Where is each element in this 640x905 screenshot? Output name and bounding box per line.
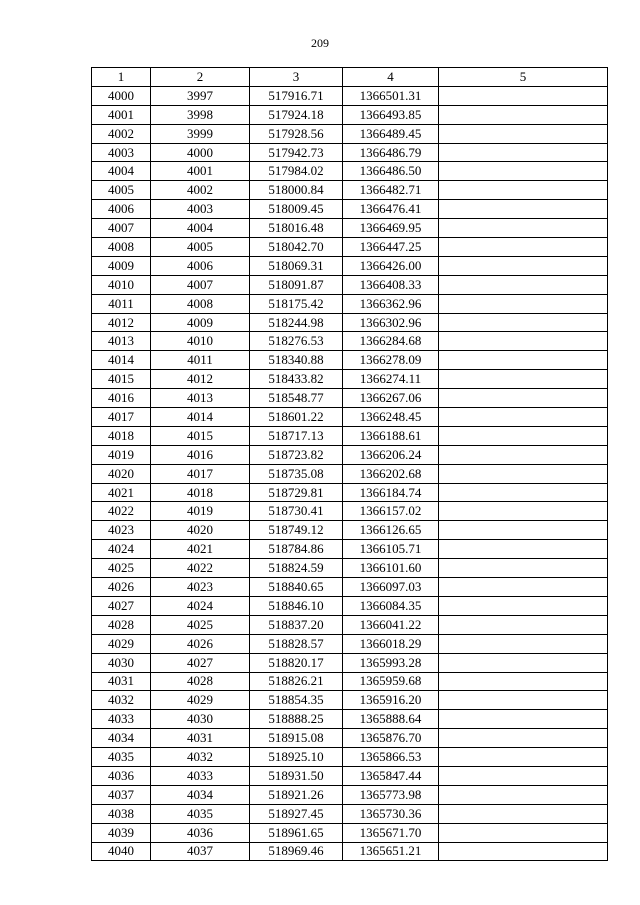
- table-row: [92, 691, 608, 710]
- table-row: [92, 238, 608, 257]
- table-cell: 518824.59: [250, 559, 343, 578]
- table-row: [92, 370, 608, 389]
- table-cell: 1366408.33: [343, 275, 439, 294]
- table-cell: 1366101.60: [343, 559, 439, 578]
- table-row: [92, 256, 608, 275]
- table-cell: [439, 578, 608, 597]
- table-cell: 518820.17: [250, 653, 343, 672]
- table-cell: 518000.84: [250, 181, 343, 200]
- table-cell: 4001: [151, 162, 250, 181]
- table-cell: 518915.08: [250, 729, 343, 748]
- table-cell: 1366501.31: [343, 86, 439, 105]
- table-row: [92, 578, 608, 597]
- table-cell: 1365866.53: [343, 748, 439, 767]
- table-cell: [439, 86, 608, 105]
- table-cell: [439, 634, 608, 653]
- table-cell: 518969.46: [250, 842, 343, 861]
- table-cell: [439, 672, 608, 691]
- table-cell: 518717.13: [250, 426, 343, 445]
- table-row: [92, 162, 608, 181]
- table-cell: 3997: [151, 86, 250, 105]
- table-cell: [439, 238, 608, 257]
- table-row: [92, 672, 608, 691]
- table-cell: 1366084.35: [343, 596, 439, 615]
- table-row: [92, 275, 608, 294]
- table-cell: 518244.98: [250, 313, 343, 332]
- table-cell: 518091.87: [250, 275, 343, 294]
- table-cell: 4034: [92, 729, 151, 748]
- table-cell: [439, 351, 608, 370]
- table-cell: 517928.56: [250, 124, 343, 143]
- table-cell: 3999: [151, 124, 250, 143]
- table-cell: 4000: [151, 143, 250, 162]
- table-cell: 1366267.06: [343, 389, 439, 408]
- table-cell: 4036: [92, 766, 151, 785]
- table-cell: 1365916.20: [343, 691, 439, 710]
- table-row: [92, 785, 608, 804]
- table-cell: 518433.82: [250, 370, 343, 389]
- table-cell: 4002: [92, 124, 151, 143]
- table-cell: 4021: [92, 483, 151, 502]
- table-cell: 4018: [151, 483, 250, 502]
- table-cell: 4010: [92, 275, 151, 294]
- table-row: [92, 596, 608, 615]
- table-row: [92, 351, 608, 370]
- table-cell: 4037: [92, 785, 151, 804]
- table-row: [92, 615, 608, 634]
- table-cell: 518069.31: [250, 256, 343, 275]
- table-cell: 518828.57: [250, 634, 343, 653]
- table-cell: [439, 691, 608, 710]
- table-cell: 1366486.50: [343, 162, 439, 181]
- table-cell: 1366302.96: [343, 313, 439, 332]
- table-header-row: [92, 68, 608, 87]
- table-cell: 4040: [92, 842, 151, 861]
- table-cell: 1366486.79: [343, 143, 439, 162]
- table-cell: [439, 804, 608, 823]
- table-cell: 4038: [92, 804, 151, 823]
- table-row: [92, 559, 608, 578]
- column-header: 4: [343, 68, 439, 87]
- table-cell: 1366447.25: [343, 238, 439, 257]
- table-cell: 4017: [151, 464, 250, 483]
- table-cell: 4007: [151, 275, 250, 294]
- table-cell: 4030: [151, 710, 250, 729]
- table-cell: 4028: [92, 615, 151, 634]
- table-row: [92, 521, 608, 540]
- table-cell: 1366278.09: [343, 351, 439, 370]
- table-cell: 4020: [151, 521, 250, 540]
- coordinates-table: [91, 67, 608, 861]
- table-row: [92, 445, 608, 464]
- table-cell: [439, 275, 608, 294]
- table-cell: 4000: [92, 86, 151, 105]
- table-cell: [439, 408, 608, 427]
- table-cell: 4031: [92, 672, 151, 691]
- table-cell: 1365876.70: [343, 729, 439, 748]
- table-cell: 4011: [151, 351, 250, 370]
- table-cell: 1365671.70: [343, 823, 439, 842]
- table-cell: 4025: [92, 559, 151, 578]
- table-row: [92, 710, 608, 729]
- table-cell: 1366041.22: [343, 615, 439, 634]
- table-cell: 4039: [92, 823, 151, 842]
- table-cell: 518921.26: [250, 785, 343, 804]
- table-cell: 1365993.28: [343, 653, 439, 672]
- table-cell: [439, 181, 608, 200]
- table-row: [92, 143, 608, 162]
- table-cell: 4032: [92, 691, 151, 710]
- table-row: [92, 804, 608, 823]
- table-row: [92, 105, 608, 124]
- table-cell: 4027: [92, 596, 151, 615]
- table-cell: 4034: [151, 785, 250, 804]
- table-cell: 4011: [92, 294, 151, 313]
- table-cell: [439, 540, 608, 559]
- table-cell: 517984.02: [250, 162, 343, 181]
- table-cell: 517924.18: [250, 105, 343, 124]
- table-cell: [439, 162, 608, 181]
- table-cell: 4012: [151, 370, 250, 389]
- table-cell: 4030: [92, 653, 151, 672]
- table-cell: 4036: [151, 823, 250, 842]
- table-row: [92, 483, 608, 502]
- table-row: [92, 86, 608, 105]
- table-row: [92, 540, 608, 559]
- table-cell: 518961.65: [250, 823, 343, 842]
- table-body: [92, 86, 608, 861]
- table-cell: [439, 596, 608, 615]
- table-cell: 4024: [92, 540, 151, 559]
- table-cell: 4023: [92, 521, 151, 540]
- table-cell: 1365651.21: [343, 842, 439, 861]
- table-cell: 4006: [92, 200, 151, 219]
- table-cell: 1366188.61: [343, 426, 439, 445]
- table-cell: 4022: [92, 502, 151, 521]
- table-cell: 4021: [151, 540, 250, 559]
- table-cell: [439, 785, 608, 804]
- table-row: [92, 748, 608, 767]
- table-cell: 4029: [151, 691, 250, 710]
- table-row: [92, 332, 608, 351]
- table-row: [92, 464, 608, 483]
- table-cell: 4016: [151, 445, 250, 464]
- table-cell: 518927.45: [250, 804, 343, 823]
- table-cell: 4004: [92, 162, 151, 181]
- table-cell: 518931.50: [250, 766, 343, 785]
- table-cell: 4009: [92, 256, 151, 275]
- table-cell: 4015: [151, 426, 250, 445]
- table-cell: 4032: [151, 748, 250, 767]
- table-cell: 518175.42: [250, 294, 343, 313]
- table-cell: 518735.08: [250, 464, 343, 483]
- table-cell: 1366426.00: [343, 256, 439, 275]
- table-row: [92, 389, 608, 408]
- table-cell: 4022: [151, 559, 250, 578]
- table-cell: 518723.82: [250, 445, 343, 464]
- table-row: [92, 502, 608, 521]
- table-cell: 1365773.98: [343, 785, 439, 804]
- column-header: 5: [439, 68, 608, 87]
- page-number: 209: [311, 36, 329, 50]
- table-cell: 518854.35: [250, 691, 343, 710]
- table-cell: [439, 502, 608, 521]
- table-cell: 518730.41: [250, 502, 343, 521]
- table-cell: 1366362.96: [343, 294, 439, 313]
- table-cell: 1366206.24: [343, 445, 439, 464]
- table-cell: 518837.20: [250, 615, 343, 634]
- table-cell: [439, 653, 608, 672]
- table-cell: 4001: [92, 105, 151, 124]
- table-cell: 517942.73: [250, 143, 343, 162]
- table-cell: [439, 521, 608, 540]
- table-cell: 518548.77: [250, 389, 343, 408]
- table-cell: [439, 823, 608, 842]
- table-cell: 4037: [151, 842, 250, 861]
- table-cell: [439, 370, 608, 389]
- table-cell: [439, 426, 608, 445]
- table-cell: [439, 219, 608, 238]
- table-cell: 518276.53: [250, 332, 343, 351]
- table-cell: 4024: [151, 596, 250, 615]
- table-cell: 518888.25: [250, 710, 343, 729]
- table-row: [92, 408, 608, 427]
- table-row: [92, 634, 608, 653]
- table-cell: [439, 143, 608, 162]
- table-row: [92, 200, 608, 219]
- table-cell: 1366018.29: [343, 634, 439, 653]
- table-cell: 4015: [92, 370, 151, 389]
- table-cell: 4012: [92, 313, 151, 332]
- column-header: 1: [92, 68, 151, 87]
- table-cell: [439, 729, 608, 748]
- table-cell: [439, 615, 608, 634]
- column-header: 3: [250, 68, 343, 87]
- table-cell: 4014: [151, 408, 250, 427]
- table-cell: 1366493.85: [343, 105, 439, 124]
- table-cell: [439, 124, 608, 143]
- table-cell: 518826.21: [250, 672, 343, 691]
- table-cell: 4025: [151, 615, 250, 634]
- table-cell: 1366097.03: [343, 578, 439, 597]
- table-cell: [439, 483, 608, 502]
- table-cell: 4027: [151, 653, 250, 672]
- table-row: [92, 219, 608, 238]
- table-cell: 4005: [151, 238, 250, 257]
- table-cell: 3998: [151, 105, 250, 124]
- table-cell: 4020: [92, 464, 151, 483]
- table-cell: 4018: [92, 426, 151, 445]
- table-cell: 4016: [92, 389, 151, 408]
- table-cell: 1366184.74: [343, 483, 439, 502]
- table-cell: [439, 748, 608, 767]
- table-cell: 1365959.68: [343, 672, 439, 691]
- table-cell: 1366126.65: [343, 521, 439, 540]
- table-cell: [439, 559, 608, 578]
- table-cell: 4009: [151, 313, 250, 332]
- table-cell: 4026: [92, 578, 151, 597]
- table-cell: 4028: [151, 672, 250, 691]
- table-cell: 518729.81: [250, 483, 343, 502]
- table-row: [92, 294, 608, 313]
- table-cell: 4008: [92, 238, 151, 257]
- table-cell: [439, 766, 608, 785]
- table-cell: 1365888.64: [343, 710, 439, 729]
- table-cell: 518042.70: [250, 238, 343, 257]
- table-cell: [439, 105, 608, 124]
- table-cell: 4010: [151, 332, 250, 351]
- table-cell: [439, 256, 608, 275]
- table-cell: [439, 842, 608, 861]
- table-cell: 4035: [151, 804, 250, 823]
- table-cell: [439, 332, 608, 351]
- table-cell: 1366157.02: [343, 502, 439, 521]
- table-row: [92, 313, 608, 332]
- column-header: 2: [151, 68, 250, 87]
- table-cell: [439, 313, 608, 332]
- table-cell: 4006: [151, 256, 250, 275]
- table-cell: 4014: [92, 351, 151, 370]
- table-cell: 518846.10: [250, 596, 343, 615]
- table-row: [92, 426, 608, 445]
- table-row: [92, 823, 608, 842]
- table-row: [92, 124, 608, 143]
- table-cell: 4026: [151, 634, 250, 653]
- table-cell: 4019: [92, 445, 151, 464]
- table-cell: 4004: [151, 219, 250, 238]
- table-row: [92, 729, 608, 748]
- table-cell: 4003: [151, 200, 250, 219]
- table-cell: 518601.22: [250, 408, 343, 427]
- table-cell: 1366469.95: [343, 219, 439, 238]
- table-cell: 1366476.41: [343, 200, 439, 219]
- table-cell: [439, 389, 608, 408]
- table-cell: 1366482.71: [343, 181, 439, 200]
- table-cell: 517916.71: [250, 86, 343, 105]
- table-cell: 1366489.45: [343, 124, 439, 143]
- table-cell: 518016.48: [250, 219, 343, 238]
- table-cell: 4007: [92, 219, 151, 238]
- table-cell: 1366284.68: [343, 332, 439, 351]
- table-cell: 4008: [151, 294, 250, 313]
- table-cell: 1366202.68: [343, 464, 439, 483]
- table-cell: [439, 445, 608, 464]
- table-cell: 4013: [151, 389, 250, 408]
- table-cell: 518840.65: [250, 578, 343, 597]
- table-row: [92, 181, 608, 200]
- table-cell: 4019: [151, 502, 250, 521]
- table-cell: 4023: [151, 578, 250, 597]
- table-cell: 4017: [92, 408, 151, 427]
- table-cell: 4002: [151, 181, 250, 200]
- table-cell: 1366105.71: [343, 540, 439, 559]
- table-cell: [439, 710, 608, 729]
- table-cell: 518925.10: [250, 748, 343, 767]
- table-cell: 1366248.45: [343, 408, 439, 427]
- table-cell: 4013: [92, 332, 151, 351]
- table-cell: 4029: [92, 634, 151, 653]
- table-row: [92, 842, 608, 861]
- table-row: [92, 653, 608, 672]
- table-cell: 1366274.11: [343, 370, 439, 389]
- table-cell: 518009.45: [250, 200, 343, 219]
- table-row: [92, 766, 608, 785]
- table-cell: 4003: [92, 143, 151, 162]
- table-cell: 4035: [92, 748, 151, 767]
- table-cell: 4005: [92, 181, 151, 200]
- table-cell: 518340.88: [250, 351, 343, 370]
- table-cell: 518749.12: [250, 521, 343, 540]
- table-cell: [439, 200, 608, 219]
- table-cell: 1365730.36: [343, 804, 439, 823]
- table-cell: 4033: [151, 766, 250, 785]
- table-cell: 518784.86: [250, 540, 343, 559]
- table-cell: 1365847.44: [343, 766, 439, 785]
- table-cell: [439, 294, 608, 313]
- table-cell: 4031: [151, 729, 250, 748]
- table-cell: [439, 464, 608, 483]
- table-cell: 4033: [92, 710, 151, 729]
